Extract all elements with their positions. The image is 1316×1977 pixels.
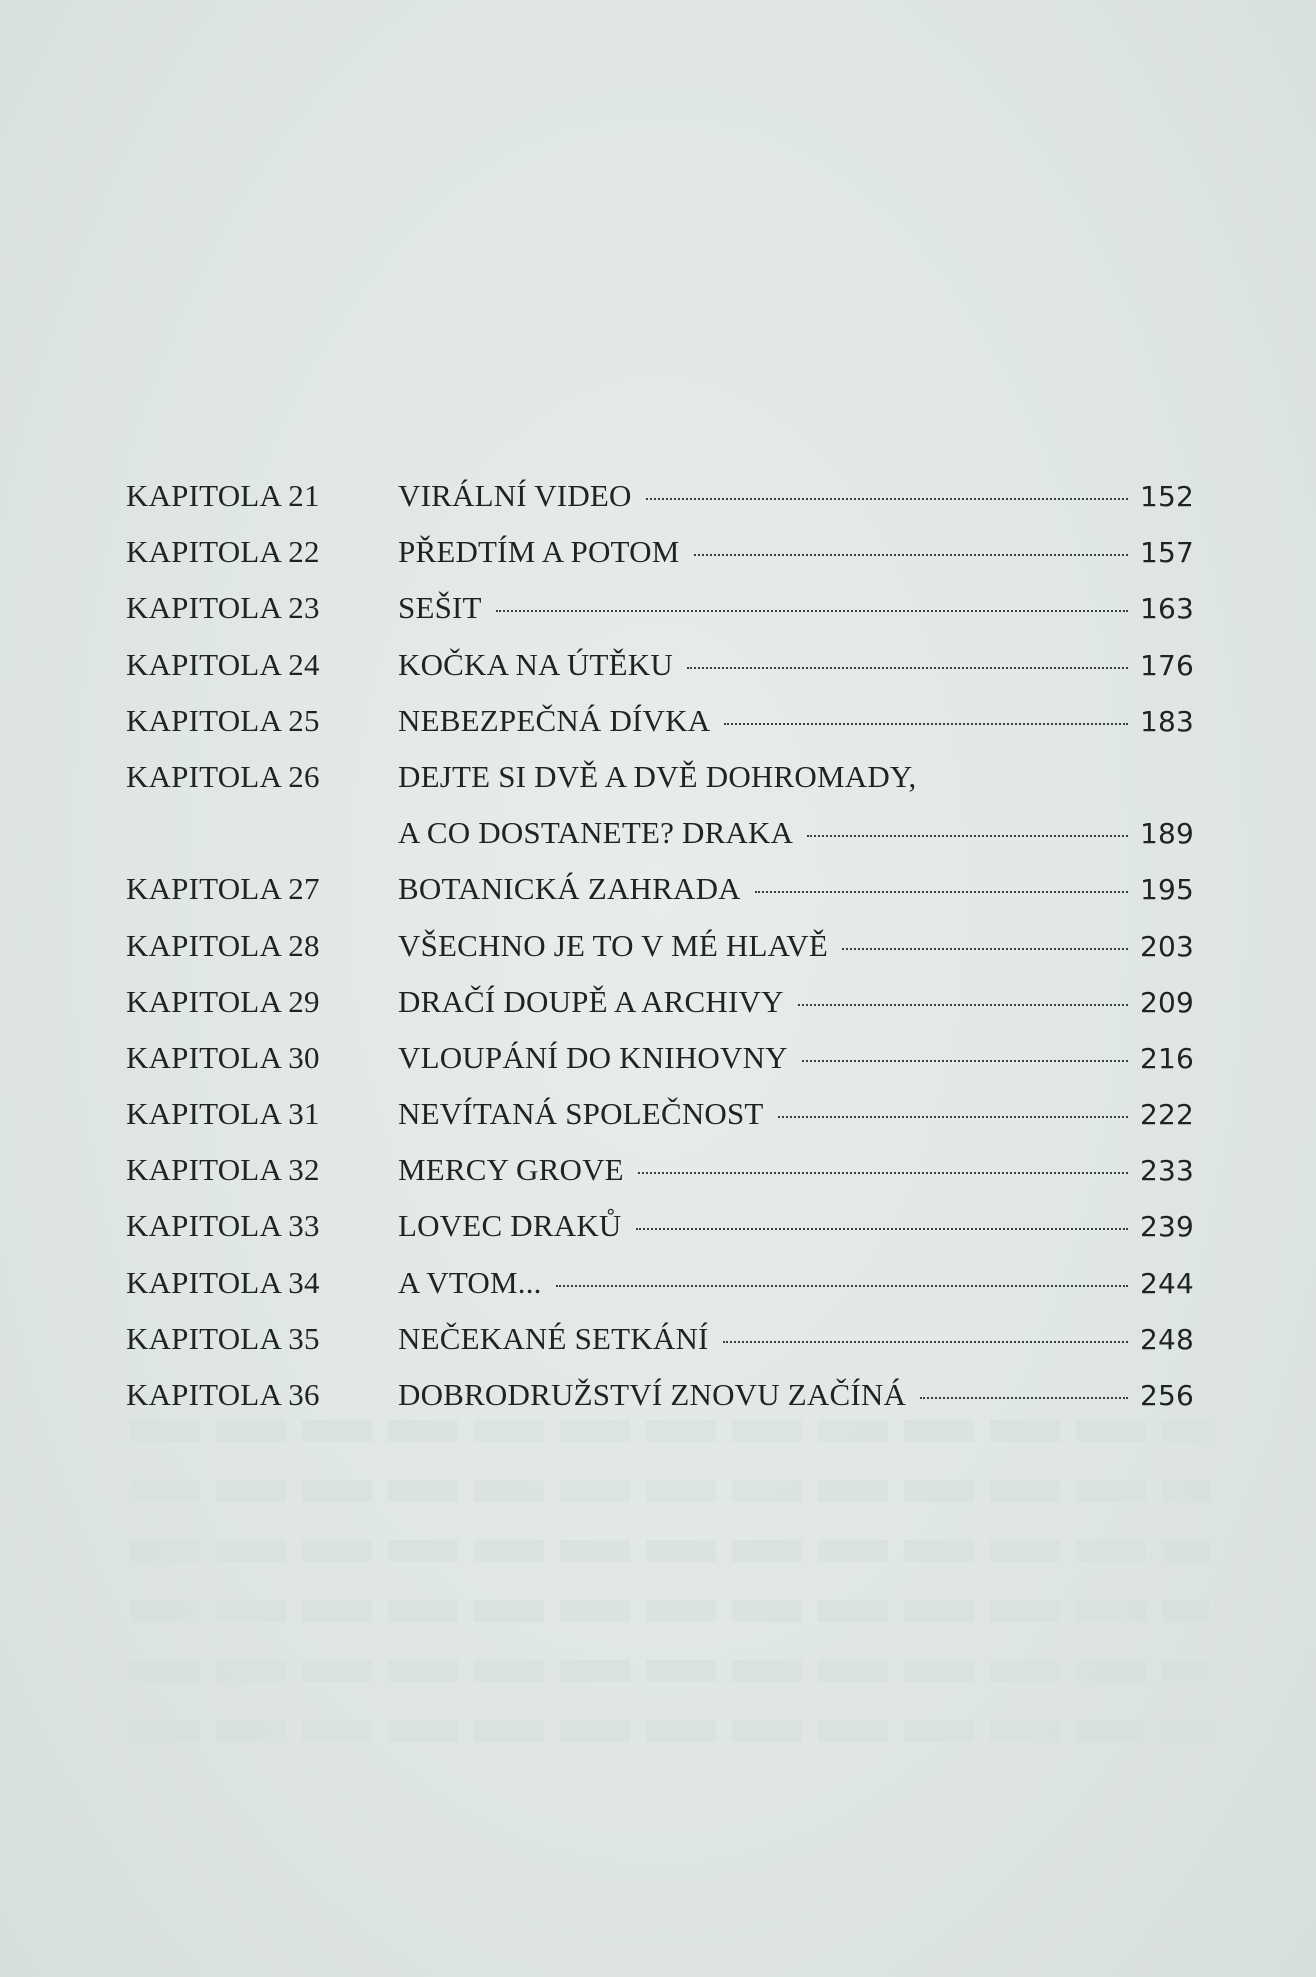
toc-entry	[126, 590, 1194, 646]
page-number: 157	[1139, 536, 1194, 570]
chapter-title: VIRÁLNÍ VIDEO	[398, 478, 632, 513]
page-number: 248	[1139, 1322, 1194, 1356]
chapter-title-line2: A CO DOSTANETE? DRAKA	[398, 815, 794, 851]
chapter-number: KAPITOLA 31	[126, 1096, 320, 1132]
chapter-title: MERCY GROVE	[398, 1152, 624, 1188]
chapter-number: KAPITOLA 28	[126, 927, 320, 963]
chapter-number: KAPITOLA 21	[126, 478, 320, 513]
chapter-title: DEJTE SI DVĚ A DVĚ DOHROMADY,	[398, 758, 917, 794]
toc-entry	[126, 871, 1194, 927]
toc-entry	[126, 1152, 1194, 1208]
leader-dots	[638, 1172, 1128, 1174]
toc-entry	[126, 1096, 1194, 1152]
chapter-number: KAPITOLA 23	[126, 590, 320, 626]
chapter-title: NEBEZPEČNÁ DÍVKA	[398, 702, 711, 738]
page-number: 176	[1139, 648, 1194, 682]
show-through-text	[130, 1420, 1210, 1780]
chapter-number: KAPITOLA 36	[126, 1377, 320, 1412]
chapter-title: DOBRODRUŽSTVÍ ZNOVU ZAČÍNÁ	[398, 1377, 907, 1412]
toc-entry	[126, 984, 1194, 1040]
toc-entry	[126, 703, 1194, 759]
leader-dots	[920, 1397, 1128, 1399]
leader-dots	[807, 835, 1128, 837]
chapter-title: PŘEDTÍM A POTOM	[398, 534, 680, 570]
chapter-number: KAPITOLA 22	[126, 534, 320, 570]
chapter-title: BOTANICKÁ ZAHRADA	[398, 871, 741, 907]
leader-dots	[687, 667, 1128, 669]
toc-entry	[126, 1321, 1194, 1377]
chapter-title: DRAČÍ DOUPĚ A ARCHIVY	[398, 983, 784, 1019]
leader-dots	[724, 723, 1128, 725]
page-number: 222	[1139, 1098, 1194, 1132]
chapter-number: KAPITOLA 29	[126, 983, 320, 1019]
toc-entry	[126, 759, 1194, 815]
chapter-number: KAPITOLA 32	[126, 1152, 320, 1188]
page-number: 233	[1139, 1154, 1194, 1188]
leader-dots	[842, 948, 1128, 950]
chapter-title: VLOUPÁNÍ DO KNIHOVNY	[398, 1039, 788, 1075]
leader-dots	[778, 1116, 1128, 1118]
leader-dots	[798, 1004, 1128, 1006]
chapter-number: KAPITOLA 24	[126, 646, 320, 682]
chapter-number: KAPITOLA 35	[126, 1320, 320, 1356]
toc-entry	[126, 647, 1194, 703]
toc-entry	[126, 478, 1194, 534]
page-number: 195	[1139, 873, 1194, 907]
page-number: 209	[1139, 985, 1194, 1019]
page-number: 203	[1139, 929, 1194, 963]
chapter-number: KAPITOLA 33	[126, 1208, 320, 1244]
chapter-title: NEVÍTANÁ SPOLEČNOST	[398, 1096, 764, 1132]
chapter-title: NEČEKANÉ SETKÁNÍ	[398, 1320, 709, 1356]
leader-dots	[802, 1060, 1128, 1062]
chapter-title: A VTOM...	[398, 1264, 542, 1300]
toc-entry	[126, 1208, 1194, 1264]
page-number: 183	[1139, 704, 1194, 738]
page-number: 244	[1139, 1266, 1194, 1300]
toc-entry	[126, 534, 1194, 590]
leader-dots	[636, 1228, 1129, 1230]
chapter-title: LOVEC DRAKŮ	[398, 1208, 622, 1244]
chapter-title: KOČKA NA ÚTĚKU	[398, 646, 673, 682]
toc-entry	[126, 1040, 1194, 1096]
chapter-title: SEŠIT	[398, 590, 482, 626]
toc-entry	[126, 1377, 1194, 1433]
toc-entry-continuation	[126, 815, 1194, 871]
chapter-number: KAPITOLA 34	[126, 1264, 320, 1300]
toc-entry	[126, 1265, 1194, 1321]
leader-dots	[556, 1285, 1128, 1287]
leader-dots	[496, 610, 1128, 612]
leader-dots	[723, 1341, 1128, 1343]
page-number: 163	[1139, 592, 1194, 626]
leader-dots	[755, 891, 1128, 893]
table-of-contents	[126, 478, 1194, 1433]
chapter-number: KAPITOLA 25	[126, 702, 320, 738]
chapter-title: VŠECHNO JE TO V MÉ HLAVĚ	[398, 927, 828, 963]
page-number: 256	[1139, 1379, 1194, 1412]
page-number: 239	[1139, 1210, 1194, 1244]
toc-entry	[126, 928, 1194, 984]
leader-dots	[646, 498, 1128, 500]
chapter-number: KAPITOLA 30	[126, 1039, 320, 1075]
leader-dots	[694, 554, 1129, 556]
page-number: 216	[1139, 1041, 1194, 1075]
page-number: 189	[1139, 817, 1194, 851]
chapter-number: KAPITOLA 26	[126, 758, 320, 794]
page-number: 152	[1139, 480, 1194, 513]
chapter-number: KAPITOLA 27	[126, 871, 320, 907]
